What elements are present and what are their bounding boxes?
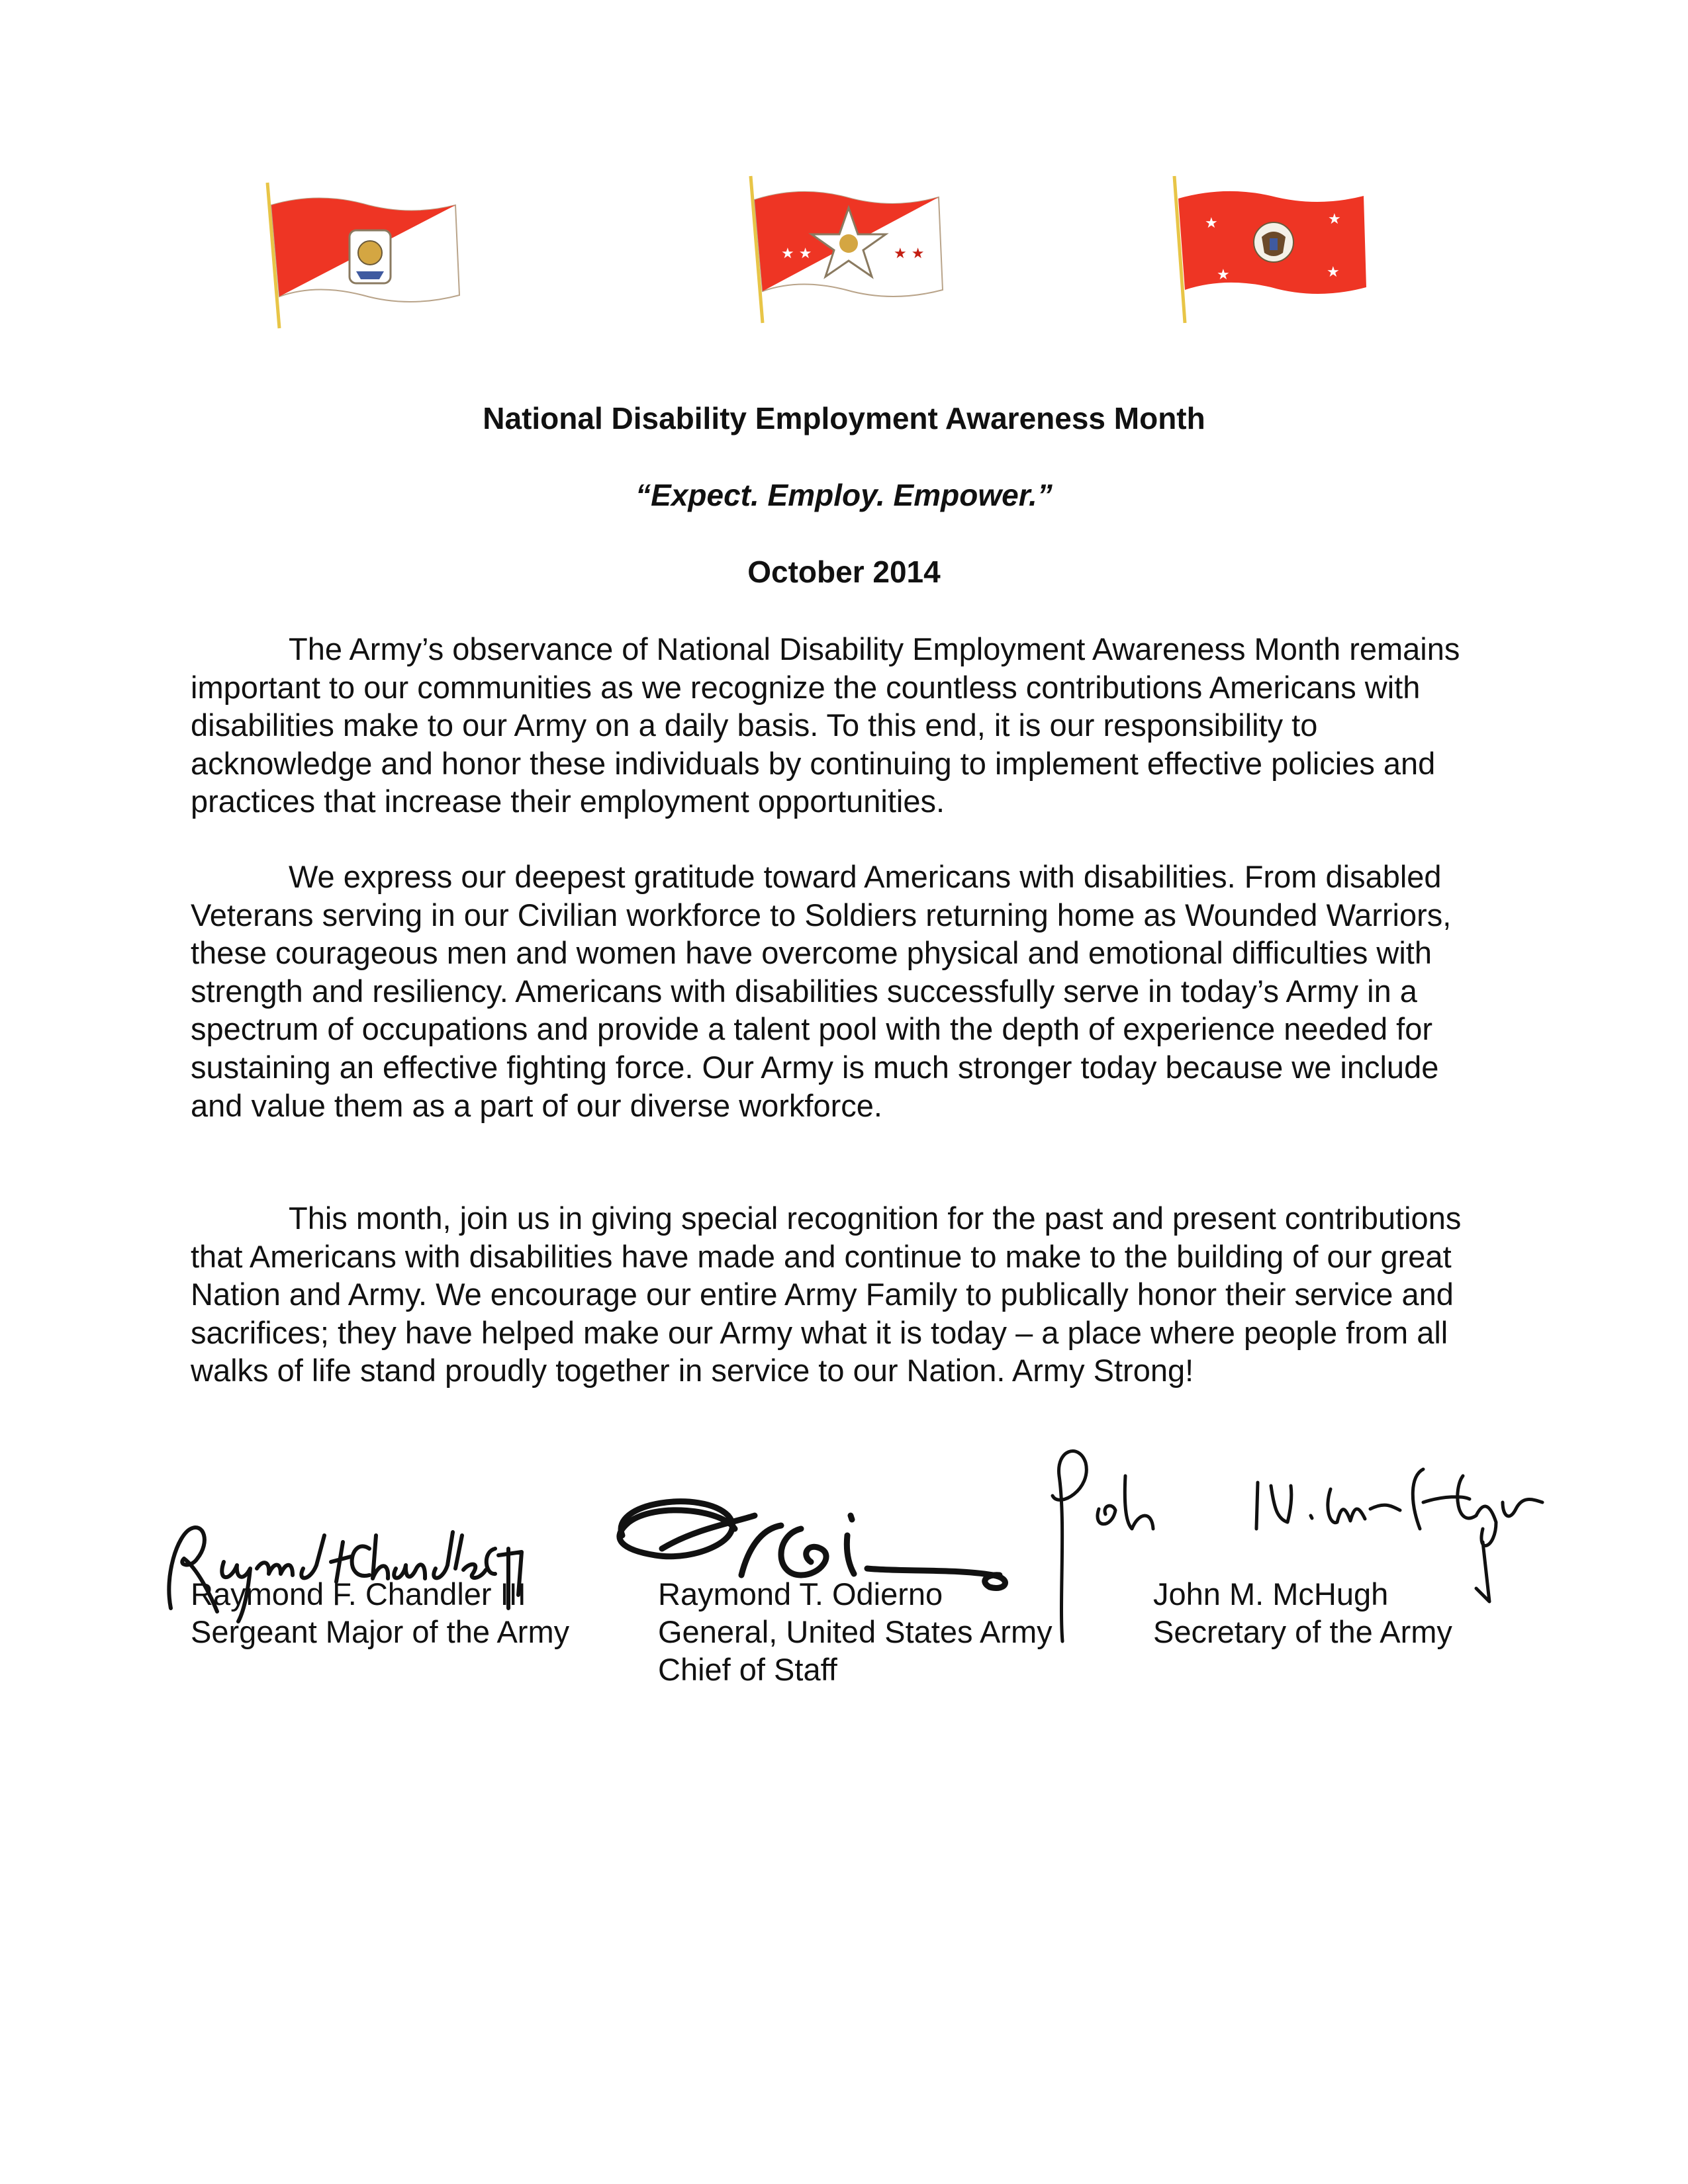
body-paragraph-2 bbox=[191, 858, 1488, 1124]
chief-of-staff-flag-icon bbox=[740, 173, 952, 326]
signature-block-chandler bbox=[191, 1575, 569, 1651]
signer-name: John M. McHugh bbox=[1153, 1576, 1389, 1612]
body-paragraph-1 bbox=[191, 630, 1488, 821]
signer-name: Raymond F. Chandler III bbox=[191, 1576, 526, 1612]
svg-text:★: ★ bbox=[1328, 211, 1341, 228]
paragraph-text: This month, join us in giving special recognition for the past and present contributions that Americans with disabilities have made and continue to make to the building of our great Nation and Army. We encourage our entire Army Family to publically honor their service and sacrifices; they have helped make our Army what it is today – a place where people from all walks of life stand proudly together in service to our Nation. Army Strong! bbox=[191, 1201, 1462, 1388]
signer-name: Raymond T. Odierno bbox=[658, 1576, 943, 1612]
sergeant-major-flag-icon bbox=[257, 179, 469, 331]
signer-title-line-2: Chief of Staff bbox=[658, 1652, 837, 1687]
signer-title: General, United States Army bbox=[658, 1614, 1053, 1649]
paragraph-text: The Army’s observance of National Disability Employment Awareness Month remains important to our communities as we recognize the countless contributions Americans with disabilities make to our Army on a daily basis. To this end, it is our responsibility to acknowledge and honor these individuals by continuing to implement effective policies and practices that increase their employment opportunities. bbox=[191, 631, 1460, 819]
svg-text:★: ★ bbox=[1327, 264, 1340, 281]
paragraph-text: We express our deepest gratitude toward Americans with disabilities. From disabled Veterans serving in our Civilian workforce to Soldiers returning home as Wounded Warriors, these courageous men and women have overcome physical and emotional difficulties with strength and resiliency. Americans with disabilities successfully serve in today’s Army in a spectrum of occupations and provide a talent pool with the depth of experience needed for sustaining an effective fighting force. Our Army is much stronger today because we include and value them as a part of our diverse workforce. bbox=[191, 859, 1452, 1123]
svg-text:★: ★ bbox=[1205, 215, 1218, 232]
letter-motto: “Expect. Employ. Empower.” bbox=[635, 478, 1053, 512]
body-paragraph-3 bbox=[191, 1199, 1488, 1390]
signer-title: Secretary of the Army bbox=[1153, 1614, 1452, 1649]
svg-text:★ ★: ★ ★ bbox=[781, 246, 812, 262]
letter-title: National Disability Employment Awareness Month bbox=[483, 401, 1205, 435]
signature-block-odierno bbox=[658, 1575, 1053, 1688]
svg-text:★ ★: ★ ★ bbox=[894, 246, 925, 262]
secretary-of-the-army-flag-icon bbox=[1165, 173, 1377, 326]
signer-title: Sergeant Major of the Army bbox=[191, 1614, 570, 1649]
svg-text:★: ★ bbox=[1217, 267, 1230, 283]
signature-block-mchugh bbox=[1153, 1575, 1452, 1651]
letter-date: October 2014 bbox=[747, 555, 941, 589]
